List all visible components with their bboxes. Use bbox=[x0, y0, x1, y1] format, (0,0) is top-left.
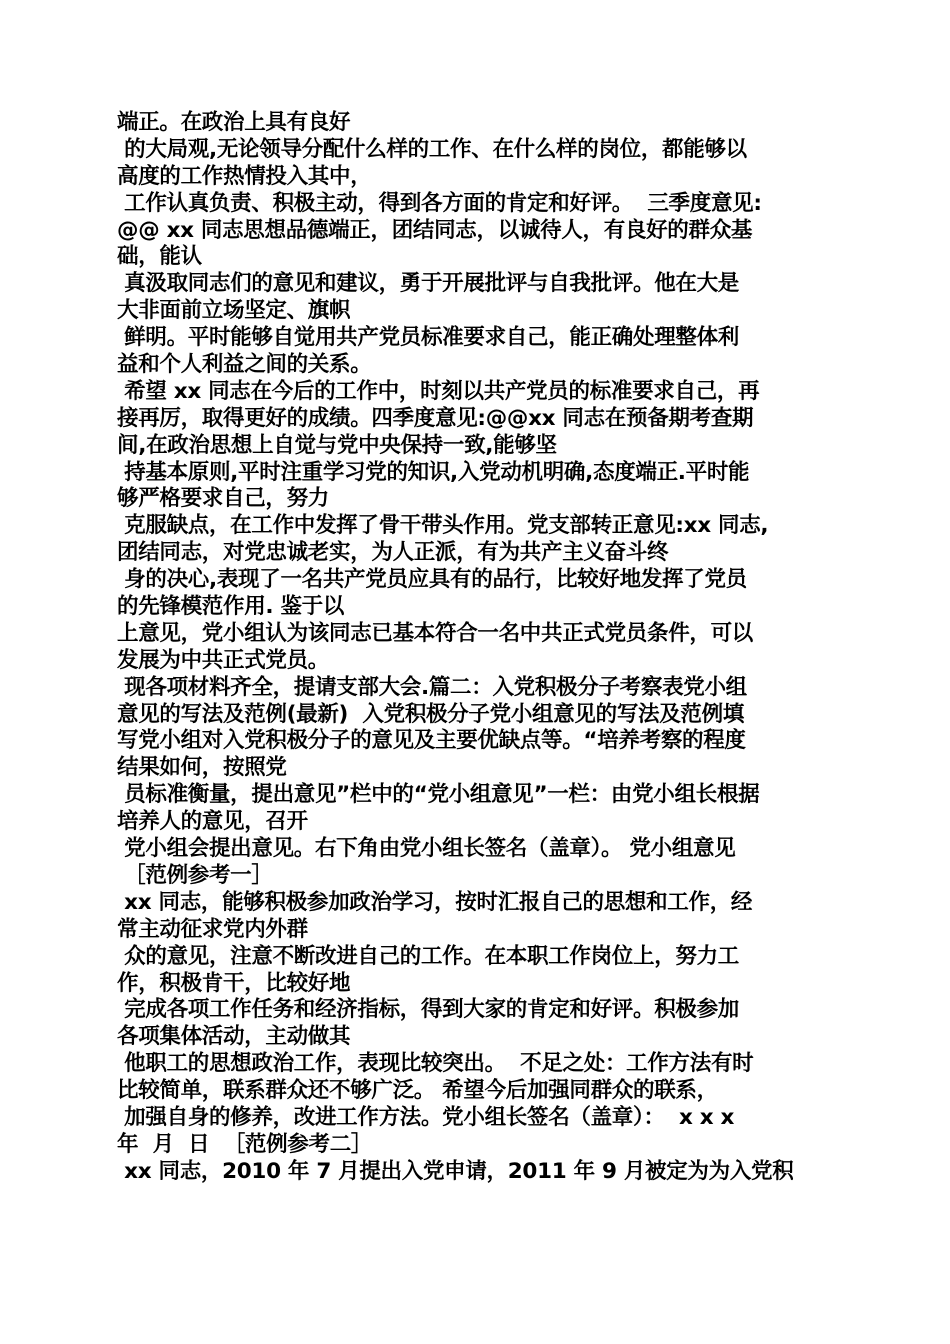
text-line: 结果如何，按照党 bbox=[117, 755, 287, 781]
text-line: 真汲取同志们的意见和建议，勇于开展批评与自我批评。他在大是 bbox=[117, 271, 739, 297]
text-line: 的大局观,无论领导分配什么样的工作、在什么样的岗位，都能够以 bbox=[117, 136, 747, 162]
text-line: 高度的工作热情投入其中， bbox=[117, 163, 372, 189]
text-line: xx 同志，能够积极参加政治学习，按时汇报自己的思想和工作，经 bbox=[117, 889, 753, 915]
text-line: 希望 xx 同志在今后的工作中，时刻以共产党员的标准要求自己，再 bbox=[117, 378, 760, 404]
text-line: 党小组会提出意见。右下角由党小组长签名（盖章）。 党小组意见 bbox=[117, 836, 736, 862]
text-line: 上意见，党小组认为该同志已基本符合一名中共正式党员条件，可以 bbox=[117, 620, 754, 646]
text-line: 众的意见，注意不断改进自己的工作。在本职工作岗位上，努力工 bbox=[117, 943, 739, 969]
text-line: 的先锋模范作用. 鉴于以 bbox=[117, 594, 345, 620]
text-line: 发展为中共正式党员。 bbox=[117, 647, 330, 673]
text-line: 意见的写法及范例(最新) 入党积极分子党小组意见的写法及范例填 bbox=[117, 701, 745, 727]
text-line: 各项集体活动，主动做其 bbox=[117, 1024, 351, 1050]
text-line: 够严格要求自己，努力 bbox=[117, 486, 330, 512]
text-line: 益和个人利益之间的关系。 bbox=[117, 352, 372, 378]
text-line: xx 同志，2010 年 7 月提出入党申请，2011 年 9 月被定为为入党积 bbox=[117, 1158, 794, 1184]
document-body-text bbox=[117, 110, 837, 1186]
text-line: 员标准衡量，提出意见”栏中的“党小组意见”一栏：由党小组长根据 bbox=[117, 782, 760, 808]
text-line: 大非面前立场坚定、旗帜 bbox=[117, 298, 351, 324]
text-line: ［范例参考一］ bbox=[117, 862, 273, 888]
text-line: 加强自身的修养，改进工作方法。党小组长签名（盖章）： x x x bbox=[117, 1104, 735, 1130]
text-line: 完成各项工作任务和经济指标，得到大家的肯定和好评。积极参加 bbox=[117, 997, 739, 1023]
text-line: 础，能认 bbox=[117, 244, 202, 270]
text-line: 工作认真负责、积极主动，得到各方面的肯定和好评。 三季度意见: bbox=[117, 190, 762, 216]
text-line: 克服缺点，在工作中发挥了骨干带头作用。党支部转正意见:xx 同志, bbox=[117, 513, 769, 539]
text-line: 现各项材料齐全，提请支部大会.篇二：入党积极分子考察表党小组 bbox=[117, 674, 747, 700]
text-line: 写党小组对入党积极分子的意见及主要优缺点等。“培养考察的程度 bbox=[117, 728, 746, 754]
text-line: 端正。在政治上具有良好 bbox=[117, 110, 351, 135]
text-line: 身的决心,表现了一名共产党员应具有的品行，比较好地发挥了党员 bbox=[117, 567, 747, 593]
text-line: 年 月 日 ［范例参考二］ bbox=[117, 1131, 373, 1157]
text-line: 鲜明。平时能够自觉用共产党员标准要求自己，能正确处理整体利 bbox=[117, 325, 739, 351]
text-line: 常主动征求党内外群 bbox=[117, 916, 308, 942]
text-line: 持基本原则,平时注重学习党的知识,入党动机明确,态度端正.平时能 bbox=[117, 459, 750, 485]
text-line: 他职工的思想政治工作，表现比较突出。 不足之处：工作方法有时 bbox=[117, 1051, 754, 1077]
text-line: 培养人的意见，召开 bbox=[117, 809, 308, 835]
text-line: 间,在政治思想上自觉与党中央保持一致,能够坚 bbox=[117, 432, 557, 458]
text-line: 接再厉，取得更好的成绩。四季度意见:@@xx 同志在预备期考查期 bbox=[117, 405, 754, 431]
text-line: 比较简单，联系群众还不够广泛。 希望今后加强同群众的联系， bbox=[117, 1078, 718, 1104]
text-line: 团结同志，对党忠诚老实，为人正派，有为共产主义奋斗终 bbox=[117, 540, 669, 566]
text-line: @@ xx 同志思想品德端正，团结同志，以诚待人，有良好的群众基 bbox=[117, 217, 753, 243]
text-line: 作，积极肯干，比较好地 bbox=[117, 970, 351, 996]
